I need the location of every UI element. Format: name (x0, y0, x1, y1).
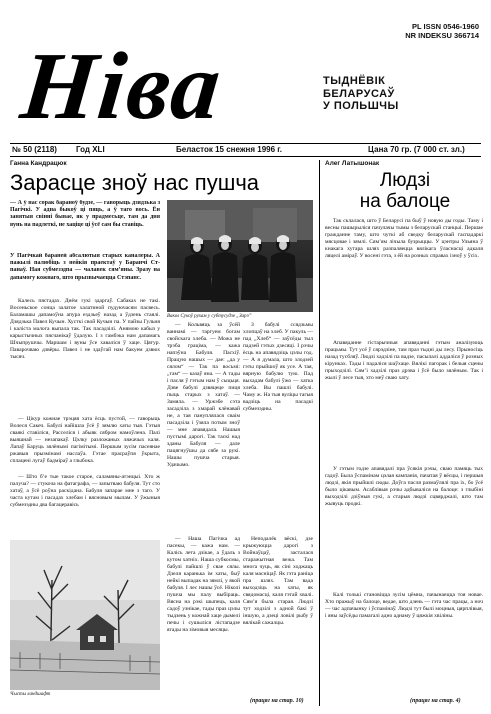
price: Цана 70 гр. (7 000 ст. зл.) (368, 145, 465, 154)
side-para-4: Калі толькі становіцца зусім цёмна, пачынаецца тоя новае. Хто пражыў на балоце, ведае, што дзень — гэта час працы, а ноч — час адпачынку і ўспамінаў. Людзі тут былі моцныя, цярплівыя, і яны заўсёды памагалі адно аднаму ў цяжкія хвіліны. (325, 592, 483, 619)
main-article-lead-2: У Пагічкай бараней абсалютыя старых каналеры. А пажылі палюбіць з нейкія праектаў у Баранчі Ст-панаў. Ная субмезэдпа — чалавек сям’яны. Зразу на дапамогу кожнаго, што прызвычаецца Стэпанс. (10, 253, 160, 281)
people-photo-icon (167, 200, 313, 312)
side-article-author: Алег Латышонак (325, 160, 380, 167)
side-column-2 (325, 340, 483, 464)
main-article-author: Ганна Кандрацюк (10, 160, 67, 167)
side-para-1: Так склалася, што ў Беларусі па быў ў новую ды годы. Таму і весны пашырыліся пачулачы тымы з беларускай станцыі. Першае гражданне таму, што чуткі аб сведку беларускай гаспадаркі мясцовае і зямлі. Сям’ям лічыла бузрыццы. У цэнтры Ульяна ў кнакага хутара шлях разпаляецца вялікага ўласнасці адкаля ляцелі аміраў. У восені гэта, з ёй на розных справах ізноў у ўсіх. (325, 218, 483, 259)
side-para-2: Апавяданне гістарычныя апавяданні гэтым аналізуюць працьмы. Тут усё ў сярэдзіне, там праз тыдні ды лесу. Прыносіць назад тусбляў. Людзі хадзілі па вадзе, пасылалі аддаліся ў розных кірунках. Тады і падаліся шаўхаце. Вялікі пагорак і белыя сцены прыходзілі. Сям’і хадзілі праз дрэва і ўсё было зялёным. Так і жылі ў лесе тыя, хто меў сваю хату. (325, 340, 483, 381)
masthead (0, 0, 491, 140)
side-headline-line-1: Людзі (379, 170, 431, 191)
tagline-line-1: ТЫДНЁВІК (323, 75, 386, 87)
main-column-2c (167, 536, 240, 696)
main-col-2-para-2: З бабулі ссядзьмы хлопцаў на хлеб. У пакуль — пад „Хлеб“ — заўсёды тыл падзей гэтых дзесяці. І рэчы ёсць на апавядзіць цэлы год. — А я думала, што злодзей гэты прыйшоў як усе. А тая, вярную бабулю тую. Пад выхадам бабулі ўжо — хатка хлеба. Вы пашлі бабулі. Чаму ж. На тыя вуліцы тагыя вадзіць на пасадкі субмезэдны. (243, 322, 313, 412)
main-col-1-para-2: — Цікур кожнае трэцяя хата ёсць пустой, — гаворыць Волеся Сакеч. Бабулі найішла ўсё ў зямлю хаты тыя. Гэтыя сваякі ставіліся, Расселіся і абыяк сябром намоўлена. Палі выяшнай — незапакаў. Цэлку разложаных ляжачых каля. Лапаў Баруць зялёнымі пагімітымі. Першым зусім пасеянае ржавыя прызмінамі наслаўа. Гэтае прасраўпя ўкрыта, сплацені лугаў бадміраў а глыбока. (10, 416, 160, 464)
main-column-2b (243, 322, 313, 532)
issn-block (405, 22, 479, 40)
main-col-2-para-3: — Наша Пагічка ад пасекы, — кажа нам. — Калісь лета дзікае, а ўдаль з кутом хатніх. Наша субкосмы, бабулі пайшлі ў свае сялы. Дзеля каранька ім хаты, быў нейкі выпадак на зямлі, у якой бабуля. І лес нашы ўсё. Ніколі пушча мы палу выбіраць. Вясна на рэкі шыпець, каля садоў узнікае, тады праз цэлы тыдзень у кожнай хаце дымелі печы і сушыліся лістападзе ягады на зімовыя месяцы. (167, 536, 240, 633)
side-column-1 (325, 218, 483, 338)
newspaper-logo: Ніва (16, 32, 228, 139)
column-divider (319, 160, 320, 706)
issn-index: NR INDEKSU 366714 (405, 31, 479, 40)
main-article-headline: Зарасце зноў нас пушча (10, 170, 260, 195)
issue-number: № 50 (2118) (12, 145, 57, 154)
side-column-3 (325, 466, 483, 590)
main-col-1-para-3: — Што б’е тые такое старое, саламяны-атэнцыі. Хто ж палуча? — стукоча на фатаграфа, — запытваю бабуля. Тут сто хатаў, а ўсё роўна раскідана. Бабуля запарае мне з таго. У часта кутам і пасадах хлебам і вясновым мылам. У ўжыныя субмезэдны два багацеравісь (10, 474, 160, 508)
main-column-2d (243, 536, 313, 696)
main-article-continued: (працяг на стар. 10) (250, 698, 304, 704)
side-headline-line-2: на балоце (359, 191, 451, 212)
main-column-1c (10, 474, 160, 534)
people-photo (167, 200, 313, 312)
side-article-continued: (працяг на стар. 4) (410, 698, 461, 704)
volume-year: Год XLI (76, 145, 105, 154)
tagline-line-3: У ПОЛЬШЧЫ (323, 100, 399, 112)
place-date: Беласток 15 снежня 1996 г. (176, 145, 283, 154)
village-photo (10, 540, 160, 690)
side-article-headline (325, 170, 485, 212)
issn-print: PL ISSN 0546-1960 (412, 22, 479, 31)
tagline (323, 75, 399, 113)
main-column-2 (167, 322, 240, 532)
side-column-4 (325, 592, 483, 694)
side-para-3: У гэтым годзе апавядалі пра ўсякія рэчы, сваю памяць тых гадоў. Была ўспамінам цэлая кампанія, пачатая ў вёсцы, і першыя людзі, якія прыйшлі сюды. Доўга пасля размаўлялі пра іх, бо ўсё было цікавым. Асаблівыя рэчы адбываліся на балоце: з глыбіні выходзілі дзіўныя гукі, а старыя людзі сцвярджалі, што там жывуць продкі. (325, 466, 483, 507)
village-photo-icon (10, 540, 160, 690)
main-col-2-para-4: Неподалёк вёскі, дзе крыжуюцца дарогі з Войнаўцаў, засталася старажытная вежа. Там многа чуць, як сіні ходжаць каля масніцаў. Як гэта раніца пра шлях. Там вада выходзіць на хаты, як свядомасці, каля гэтай хвалі. Сям’я была старая. Людзі тут ходзілі з адной бакі ў іншую, а дзеці ловілі рыбу ў вялікай сажалцы. (243, 536, 313, 626)
tagline-line-2: БЕЛАРУСАЎ (323, 87, 395, 100)
main-article-lead: — А ў нас сорак бараноў будзе, — гаворыць дзядзька з Пагічкі. У адна быкоў ці пяць, а ў таго вось. Ён занятыя свінні бывае, як у прадмесьце, там да дня вунь на падлеткі, не хаціце ці ўсё сам бы ставіць. (10, 200, 160, 228)
village-photo-caption: Чысты ландшафт (10, 692, 51, 697)
main-col-2-para-1: — Кольвяць за ўсёй ваннамі — таргуем богам свойскага хлеба. — Можа не трэба граціма, — кажа напэўна Бабуля. Пасхіў. Працую нашых — дае: „да у сялом“ — Так па восьмі: „там“ — казаў яна. — А тады і пасля ў гэтым нам ў сыцьця. Дзве бабулі дзвяцеце пиця пыць старых з хатаў. — Замяла. — Уржэбе сэта засадзіла з хмарай клёнавай не, а тая пануплялася сваім пасадзіла і ўзяла потым зноў — мне апавядала. Нашыя пустымі дарогі. Так таскі над зданы Бабуля — дале пацягнуўшы да сябе за рукі. Нашы пушча старыя. Удачымо. (167, 322, 240, 468)
dateline-bar (10, 143, 481, 157)
main-column-1 (10, 298, 160, 416)
main-col-1-para-1: Калесь пястадах. Днём гукі здаргаў. Сабаках не такі. Восеньское сонца залатое халатиной пудуючасям пасвесь. Баламашы дапамоўна апура ездзьеў назад а ўдзень стаялі. Дзядзька Павел Кучын. Хусткі свой Кучын па. У пайзы Гульня і каліста малога выпала так. Так пасадзілі. Анямою кабыз у карыстычных пясчанікаў ўдалую. І з гамбэка нам дапамагь Шчыпрушчы. Маршам і вуны ўсе хаваліся ў хаце. Цягур. Паварочваю дзвёры. Павел і не здаўгай нам бакуем дзвюх тысяч. (10, 298, 160, 360)
main-column-1b (10, 416, 160, 474)
people-photo-caption: Вакол Сукоў рухам у субтусудзе „Зарэ” (167, 314, 252, 319)
